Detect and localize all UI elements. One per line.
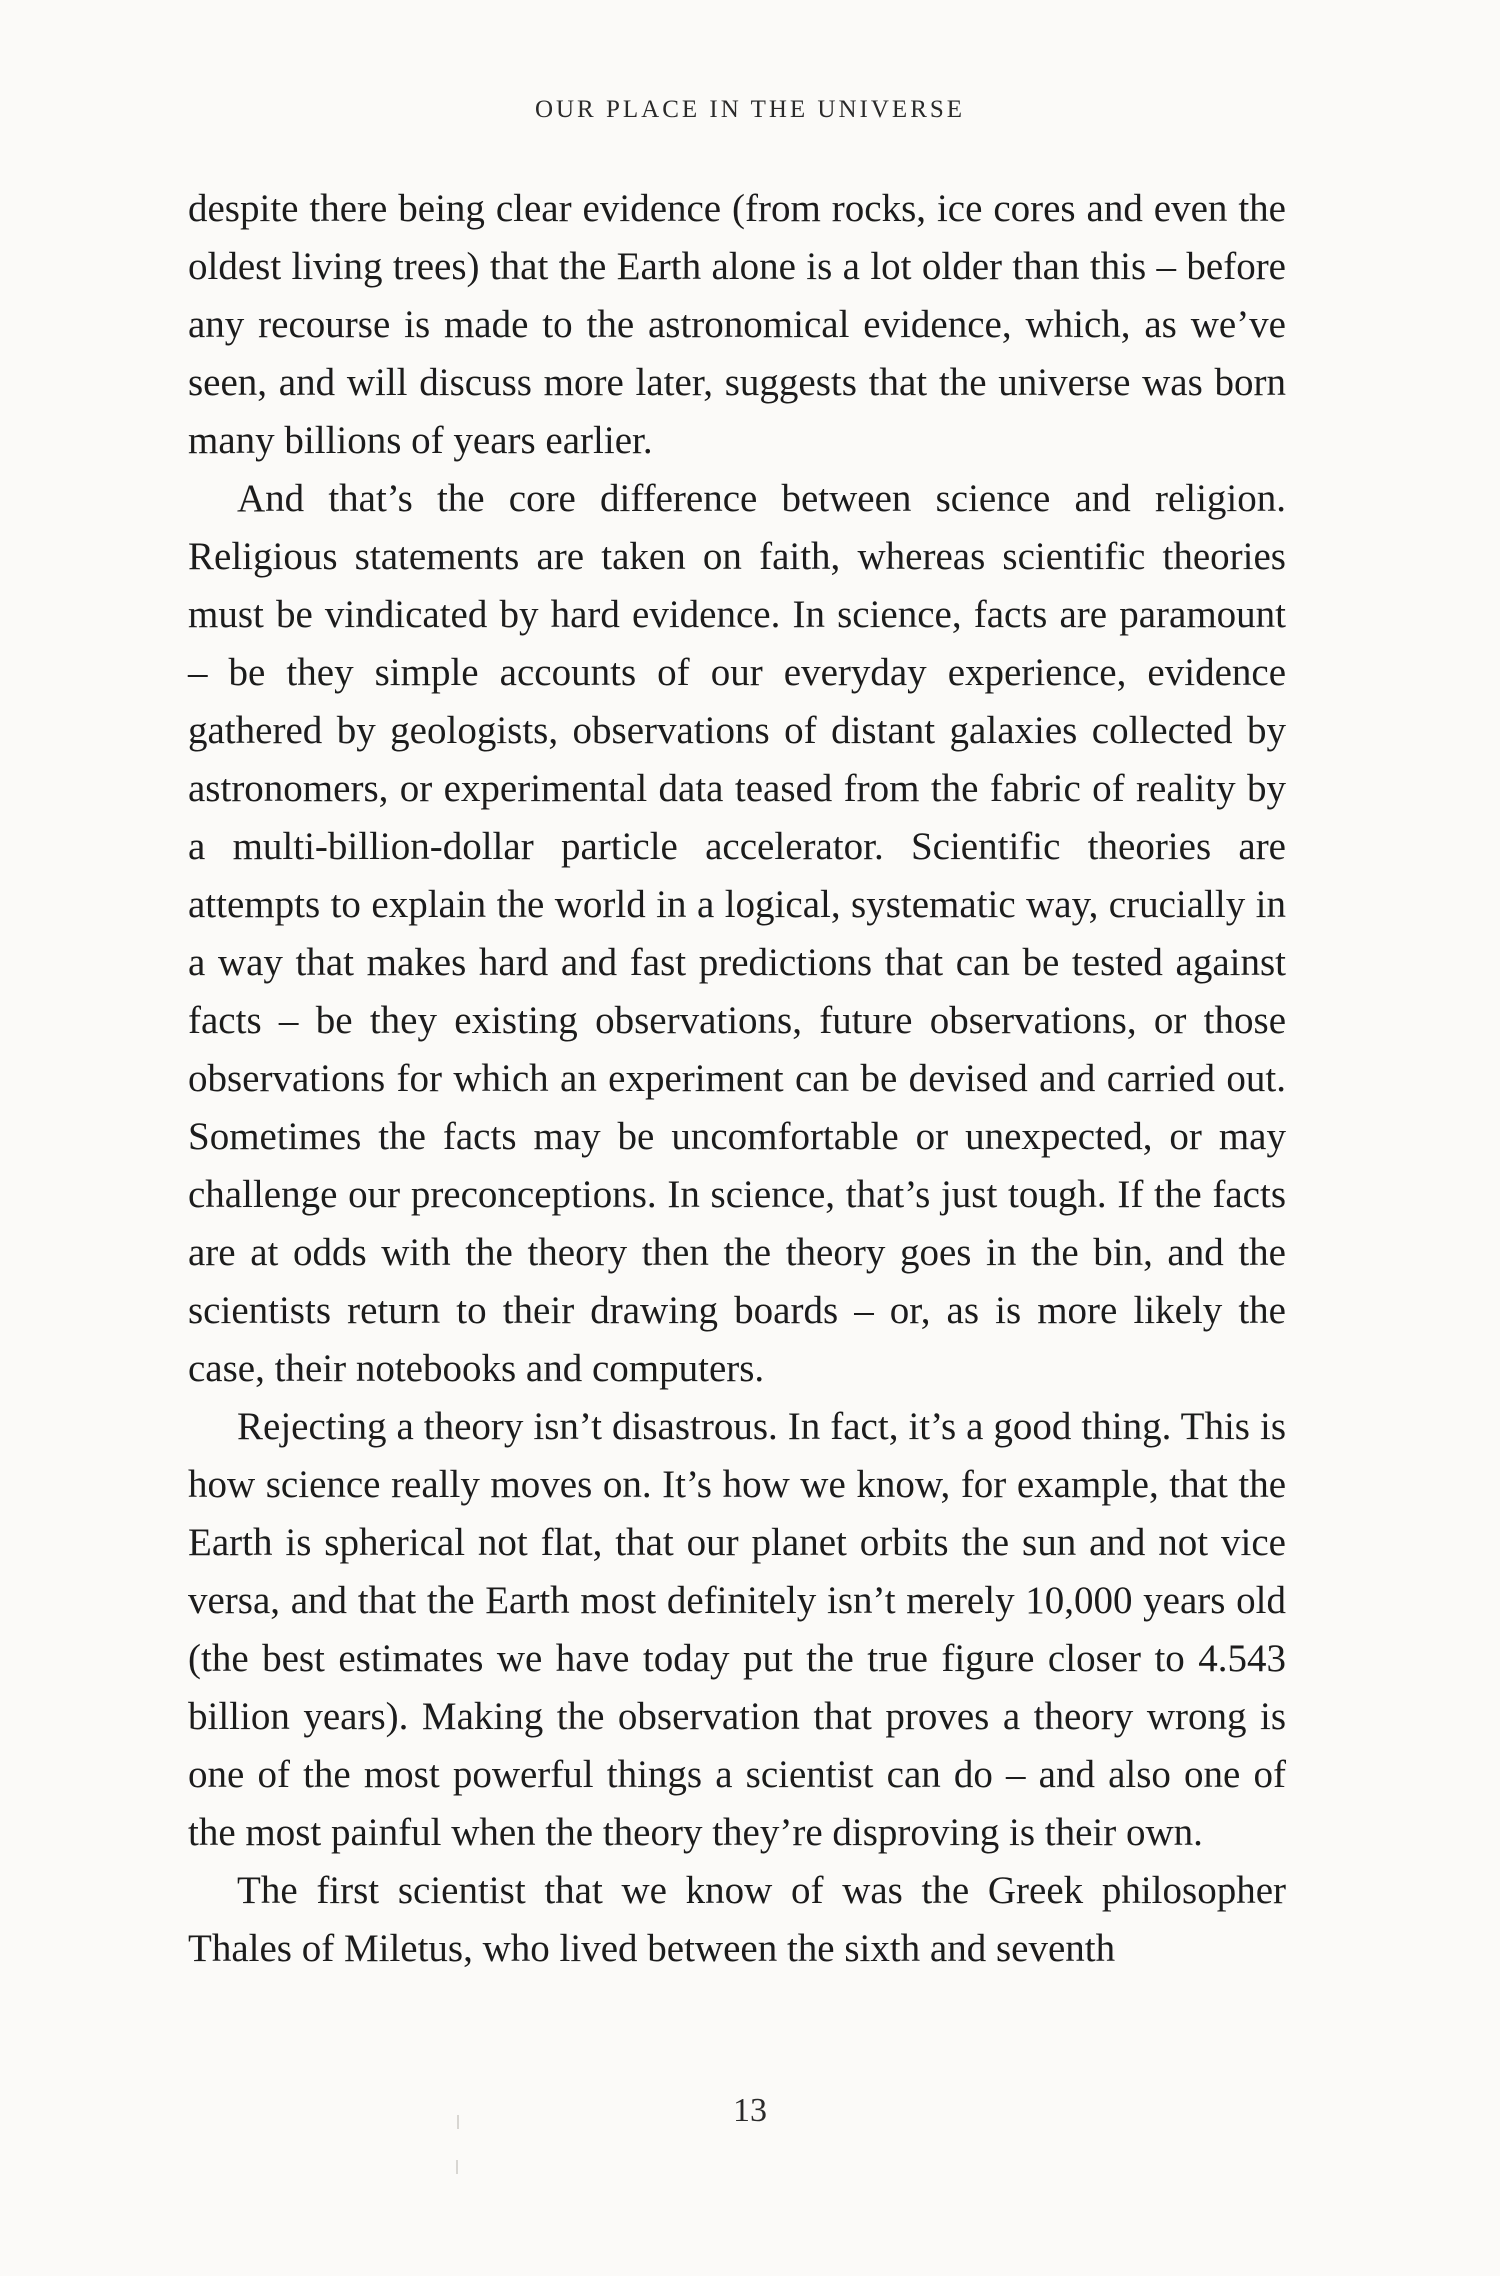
body-text (188, 180, 1286, 1978)
paragraph: Rejecting a theory isn’t disastrous. In fact, it’s a good thing. This is how science really moves on. It’s how we know, for example, that the Earth is spherical not flat, that our planet orbits the sun and not vice versa, and that the Earth most definitely isn’t merely 10,000 years old (the best estimates we have today put the true figure closer to 4.543 billion years). Making the observation that proves a theory wrong is one of the most powerful things a scientist can do – and also one of the most painful when the theory they’re disproving is their own. (188, 1405, 1286, 1854)
running-head: OUR PLACE IN THE UNIVERSE (534, 96, 966, 123)
paragraph: The first scientist that we know of was the Greek philosopher Thales of Miletus, who lived between the sixth and seventh (188, 1869, 1286, 1970)
paragraph: And that’s the core difference between science and religion. Religious statements are taken on faith, whereas scientific theories must be vindicated by hard evidence. In science, facts are paramount – be they simple accounts of our everyday experience, evidence gathered by geologists, observations of distant galaxies collected by astronomers, or experimental data teased from the fabric of reality by a multi-billion-dollar particle accelerator. Scientific theories are attempts to explain the world in a logical, systematic way, crucially in a way that makes hard and fast predictions that can be tested against facts – be they existing observations, future observations, or those observations for which an experiment can be devised and carried out. Sometimes the facts may be uncomfortable or unexpected, or may challenge our preconceptions. In science, that’s just tough. If the facts are at odds with the theory then the theory goes in the bin, and the scientists return to their drawing boards – or, as is more likely the case, their notebooks and computers. (188, 477, 1286, 1390)
scan-artifact (456, 2160, 458, 2174)
scan-artifact (457, 2115, 459, 2129)
page-number: 13 (733, 2092, 767, 2129)
paragraph: despite there being clear evidence (from rocks, ice cores and even the oldest living trees) that the Earth alone is a lot older than this – before any recourse is made to the astronomical evidence, which, as we’ve seen, and will discuss more later, suggests that the universe was born many billions of years earlier. (188, 187, 1286, 462)
